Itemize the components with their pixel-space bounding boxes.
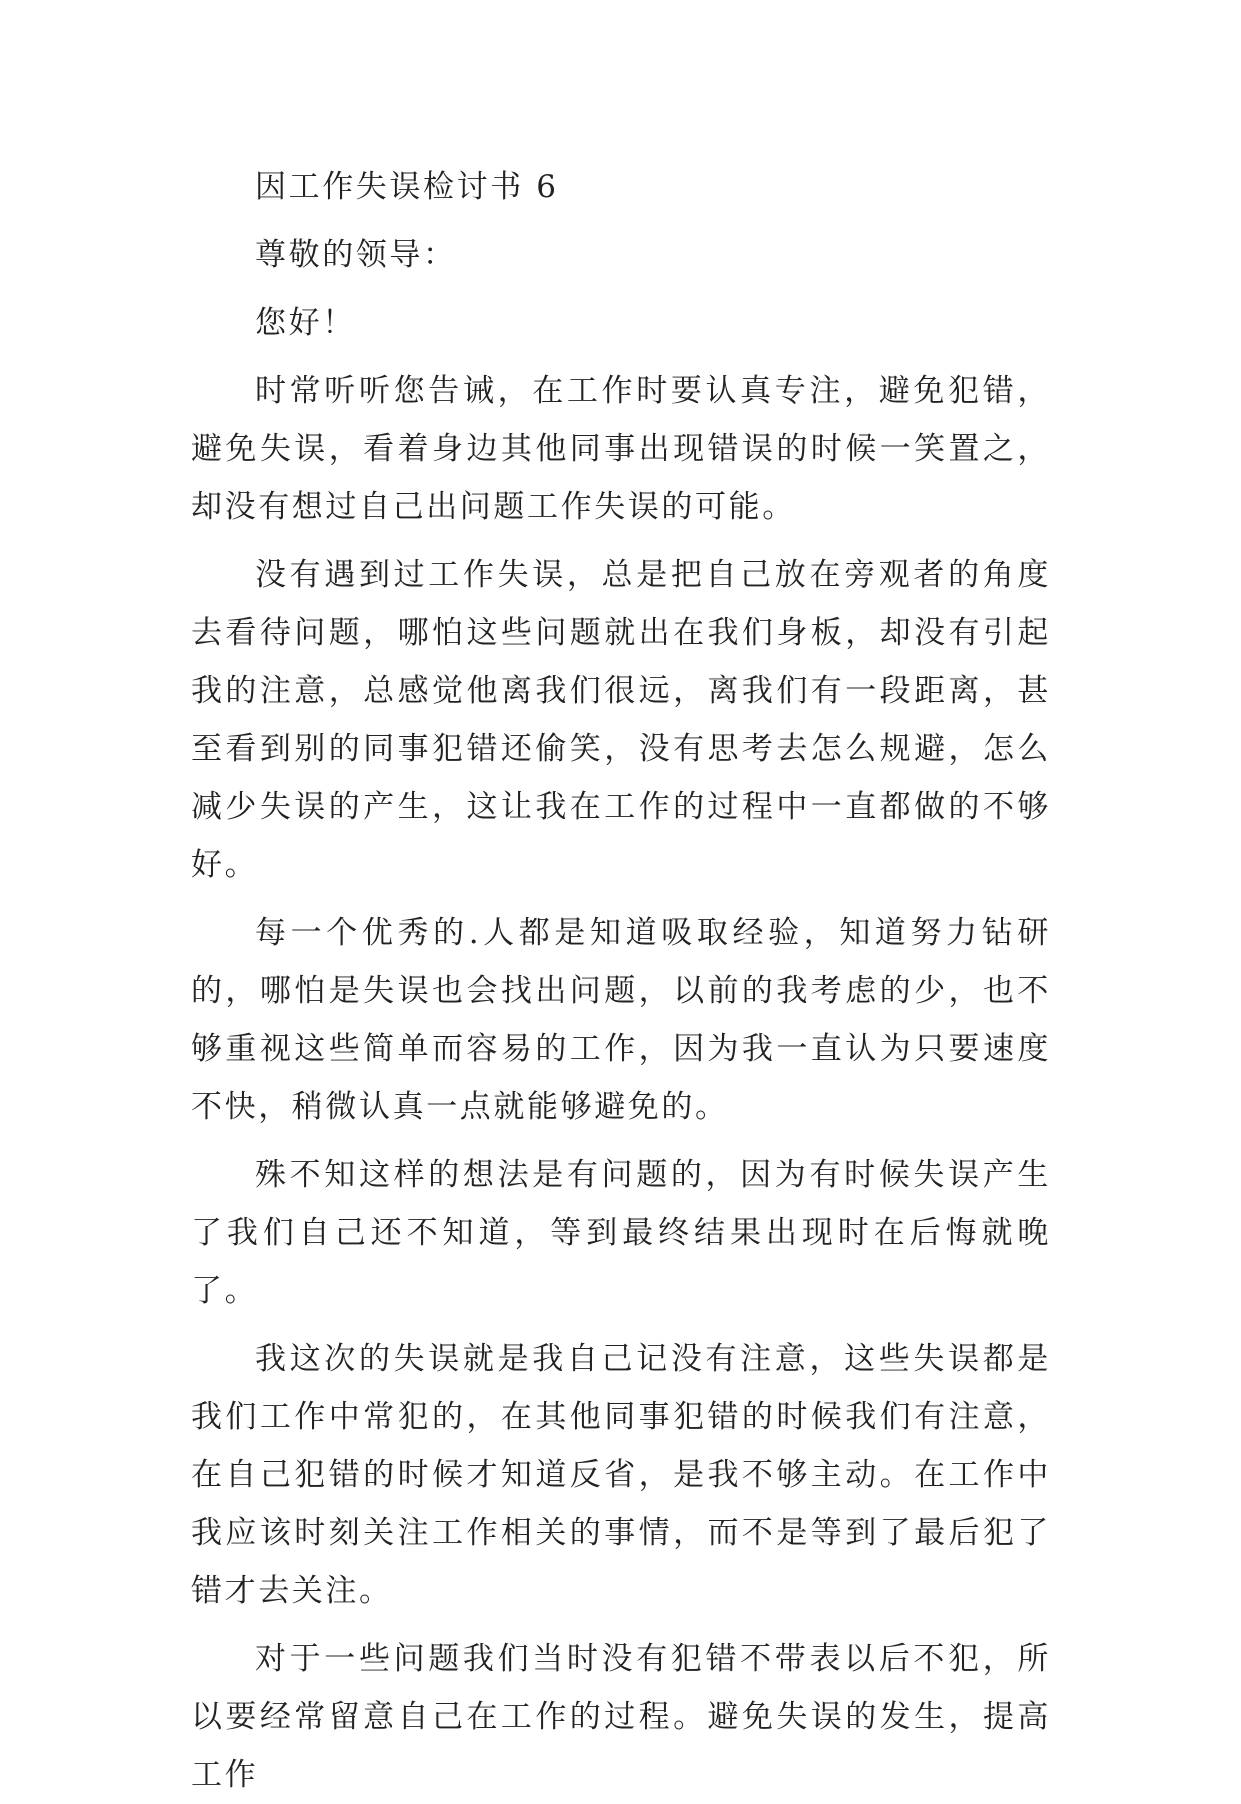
paragraph: 时常听听您告诫，在工作时要认真专注，避免犯错，避免失误，看着身边其他同事出现错误的时候一笑置之，却没有想过自己出问题工作失误的可能。 (191, 373, 1051, 525)
greeting: 您好！ (255, 305, 356, 341)
paragraph: 殊不知这样的想法是有问题的，因为有时候失误产生了我们自己还不知道，等到最终结果出现时在后悔就晚了。 (191, 1157, 1051, 1309)
paragraph: 对于一些问题我们当时没有犯错不带表以后不犯，所以要经常留意自己在工作的过程。避免失误的发生，提高工作 (191, 1641, 1051, 1793)
paragraph: 没有遇到过工作失误，总是把自己放在旁观者的角度去看待问题，哪怕这些问题就出在我们身板，却没有引起我的注意，总感觉他离我们很远，离我们有一段距离，甚至看到别的同事犯错还偷笑，没有思考去怎么规避，怎么减少失误的产生，这让我在工作的过程中一直都做的不够好。 (191, 557, 1051, 883)
paragraph: 我这次的失误就是我自己记没有注意，这些失误都是我们工作中常犯的，在其他同事犯错的时候我们有注意，在自己犯错的时候才知道反省，是我不够主动。在工作中我应该时刻关注工作相关的事情，而不是等到了最后犯了错才去关注。 (191, 1341, 1051, 1609)
document-body (191, 158, 1051, 1804)
paragraph: 每一个优秀的.人都是知道吸取经验，知道努力钻研的，哪怕是失误也会找出问题，以前的我考虑的少，也不够重视这些简单而容易的工作，因为我一直认为只要速度不快，稍微认真一点就能够避免的。 (191, 915, 1051, 1125)
salutation: 尊敬的领导： (255, 237, 457, 273)
document-title: 因工作失误检讨书 6 (255, 169, 559, 205)
